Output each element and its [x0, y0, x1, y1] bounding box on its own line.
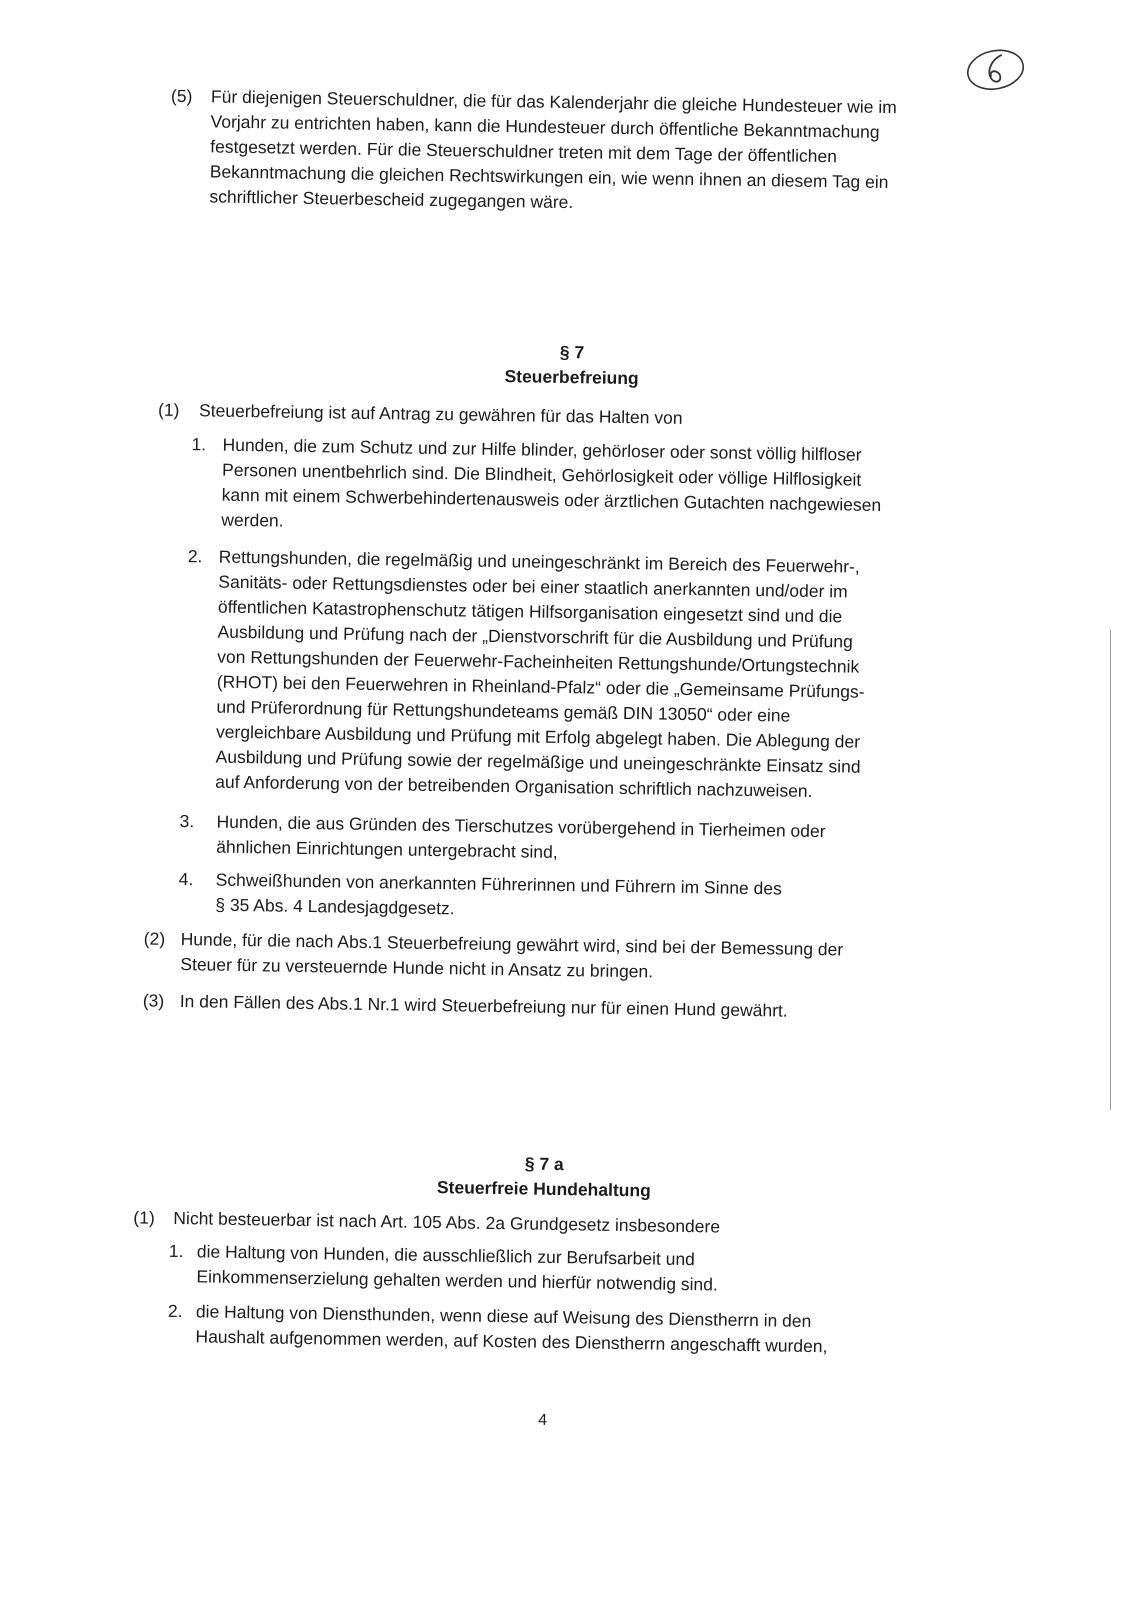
- text-line: Ausbildung und Prüfung sowie der regelmäßige und uneingeschränkte Einsatz sind: [215, 746, 861, 777]
- item-text: [215, 868, 782, 927]
- text-line: öffentlichen Katastrophenschutz tätigen Hilfsorganisation eingesetzt sind und die: [217, 596, 843, 627]
- section-symbol: § 7 a: [524, 1153, 564, 1175]
- text-line: Personen unentbehrlich sind. Die Blindheit, Gehörlosigkeit oder völlige Hilflosigkeit: [221, 459, 862, 490]
- section-7a-heading: [394, 1149, 695, 1204]
- item-number: 1.: [168, 1240, 184, 1262]
- item-text: [221, 433, 882, 543]
- scan-edge-line: [1110, 630, 1111, 1110]
- text-line: Hunden, die aus Gründen des Tierschutzes vorübergehend in Tierheimen oder: [216, 811, 826, 842]
- text-line: Vorjahr zu entrichten haben, kann die Hundesteuer durch öffentliche Bekanntmachung: [210, 111, 880, 142]
- item-text: [196, 1239, 718, 1297]
- text-line: Hunden, die zum Schutz und zur Hilfe blinder, gehörloser oder sonst völlig hilfloser: [222, 434, 862, 465]
- text-line: auf Anforderung von der betreibenden Organisation schriftlich nachzuweisen.: [215, 771, 813, 801]
- paragraph-number: (5): [170, 85, 193, 107]
- text-line: ähnlichen Einrichtungen untergebracht sind,: [216, 836, 558, 862]
- paragraph-text: [180, 989, 788, 1024]
- text-line: schriftlicher Steuerbescheid zugegangen wäre.: [209, 186, 574, 213]
- text-line: von Rettungshunden der Feuerwehr-Facheinheiten Rettungshunde/Ortungstechnik: [217, 646, 860, 677]
- section-symbol: § 7: [559, 341, 585, 363]
- text-line: die Haltung von Hunden, die ausschließlich zur Berufsarbeit und: [196, 1241, 696, 1270]
- circled-number-icon: [963, 42, 1028, 95]
- item-number: 2.: [187, 546, 203, 567]
- handwritten-page-mark: [963, 42, 1028, 95]
- item-text: [215, 545, 867, 805]
- text-line: Sanitäts- oder Rettungsdienstes oder bei einer staatlich anerkannten und/oder im: [218, 571, 848, 602]
- text-line: Einkommenserzielung gehalten werden und hierfür notwendig sind.: [196, 1266, 719, 1295]
- text-line: Nicht besteuerbar ist nach Art. 105 Abs. 2a Grundgesetz insbesondere: [173, 1207, 721, 1237]
- item-number: 3.: [179, 811, 195, 832]
- paragraph-number: (1): [157, 399, 180, 420]
- text-line: Haushalt aufgenommen werden, auf Kosten des Dienstherrn angeschafft wurden,: [195, 1326, 828, 1357]
- section-title: Steuerfreie Hundehaltung: [436, 1177, 651, 1201]
- page-number: 4: [538, 1411, 548, 1429]
- paragraph-text: [209, 84, 897, 220]
- text-line: In den Fällen des Abs.1 Nr.1 wird Steuerbefreiung nur für einen Hund gewährt.: [179, 991, 788, 1021]
- text-line: werden.: [221, 509, 284, 531]
- item-number: 4.: [178, 869, 194, 890]
- text-line: die Haltung von Diensthunden, wenn diese auf Weisung des Dienstherrn in den: [195, 1301, 812, 1332]
- text-line: festgesetzt werden. Für die Steuerschuldner treten mit dem Tage der öffentlichen: [210, 136, 838, 167]
- item-text: [216, 810, 826, 870]
- text-line: Schweißhunden von anerkannten Führerinnen und Führern im Sinne des: [215, 869, 782, 899]
- item-text: [195, 1299, 828, 1359]
- section-title: Steuerbefreiung: [504, 366, 639, 389]
- text-line: Steuerbefreiung ist auf Antrag zu gewähren für das Halten von: [198, 400, 683, 428]
- text-line: (RHOT) bei den Feuerwehren in Rheinland-Pfalz“ oder die „Gemeinsame Prüfungs-: [216, 671, 865, 702]
- paragraph-number: (2): [143, 928, 166, 949]
- item-number: 2.: [167, 1300, 183, 1322]
- text-line: Rettungshunden, die regelmäßig und uneingeschränkt im Bereich des Feuerwehr-,: [218, 546, 860, 577]
- text-line: und Prüferordnung für Rettungshundeteams gemäß DIN 13050“ oder eine: [216, 696, 791, 726]
- text-line: Steuer für zu versteuernde Hunde nicht in Ansatz zu bringen.: [180, 954, 654, 982]
- text-line: § 35 Abs. 4 Landesjagdgesetz.: [215, 894, 455, 919]
- text-line: kann mit einem Schwerbehindertenausweis oder ärztlichen Gutachten nachgewiesen: [221, 484, 882, 516]
- item-number: 1.: [191, 434, 207, 455]
- text-line: vergleichbare Ausbildung und Prüfung mit Erfolg abgelegt haben. Die Ablegung der: [215, 721, 861, 752]
- paragraph-text: [173, 1206, 720, 1240]
- text-line: Für diejenigen Steuerschuldner, die für das Kalenderjahr die gleiche Hundesteuer wie im: [210, 86, 897, 118]
- text-line: Bekanntmachung die gleichen Rechtswirkungen ein, wie wenn ihnen an diesem Tag ein: [209, 161, 889, 193]
- paragraph-number: (1): [133, 1207, 155, 1228]
- paragraph-text: [199, 398, 683, 431]
- text-line: Ausbildung und Prüfung nach der „Dienstvorschrift für die Ausbildung und Prüfung: [217, 621, 853, 652]
- section-7-heading: [421, 338, 722, 393]
- paragraph-text: [180, 927, 843, 987]
- paragraph-number: (3): [142, 990, 165, 1011]
- text-line: Hunde, für die nach Abs.1 Steuerbefreiung gewährt wird, sind bei der Bemessung der: [180, 929, 844, 960]
